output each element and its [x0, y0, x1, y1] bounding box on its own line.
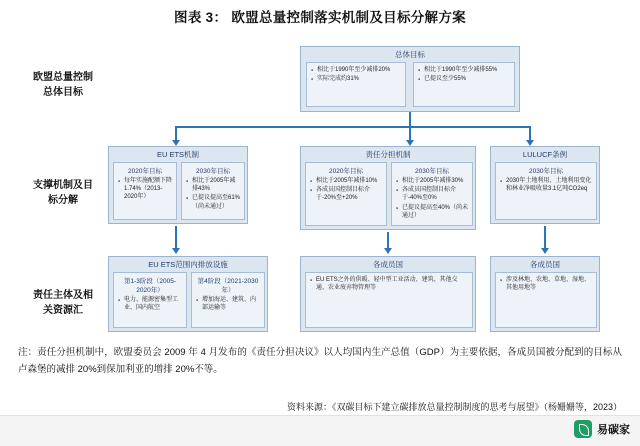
connector-bus-1 — [175, 126, 530, 128]
eu-ets-2030: 2030年目标 ● 相比于2005年减排43% ● 已提议提高至61%（尚未通过） — [181, 162, 245, 220]
brand-badge — [574, 420, 630, 438]
effort-sharing-2030: 2030年目标 ● 相比于2005年减排30% ● 各成员国控制目标介于-40%至0% ● 已提议提高至40%（尚未通过） — [391, 162, 473, 226]
lulucf-2030: 2030年目标 ● 2030年土地利用、土地利用变化和林业净吸收量3.1亿吨CO2eq — [495, 162, 597, 220]
ets-installations-header: EU ETS范围内排放设施 — [148, 260, 228, 269]
figure-title: 图表 3： 欧盟总量控制落实机制及目标分解方案 — [174, 10, 466, 25]
connector-drop-lulucf — [529, 126, 531, 140]
figure-source: 资料来源：《双碳目标下建立碳排放总量控制制度的思考与展望》（杨姗姗等，2023） — [286, 402, 622, 412]
footer-bar — [0, 415, 640, 446]
lulucf-header: LULUCF条例 — [522, 150, 568, 159]
leaf-icon — [574, 420, 592, 438]
connector-ets-to-entities — [175, 226, 177, 248]
row-label-mechanisms: 支撑机制及目 标分解 — [33, 180, 93, 206]
effort-sharing-2020: 2020年目标 ● 相比于2005年减排10% ● 各成员国控制目标介于-20%至+20% — [305, 162, 387, 226]
row-label-overall-target: 欧盟总量控制 总体目标 — [33, 72, 93, 98]
member-states-esd-header: 各成员国 — [373, 260, 403, 269]
connector-lulucf-to-members — [544, 226, 546, 248]
connector-drop-ets — [175, 126, 177, 140]
effort-sharing-box — [300, 146, 476, 230]
member-states-esd-box — [300, 256, 476, 332]
brand-name: 易碳家 — [597, 424, 630, 436]
effort-sharing-header: 责任分担机制 — [365, 150, 411, 159]
figure-note: 注：责任分担机制中，欧盟委员会 2009 年 4 月发布的《责任分担决议》以人均国内生产总值（GDP）为主要依据，各成员国被分配到的目标从卢森堡的减排 20%到保加利亚的增排 20%不等。 — [18, 347, 622, 375]
overall-target-2030: ● 相比于1990年至少减排55% ● 已提议至少55% — [413, 62, 515, 107]
eu-ets-box — [108, 146, 248, 224]
ets-phase-1-3: 第1-3阶段（2005-2020年） ● 电力、能源密集型工业、国内航空 — [113, 272, 187, 328]
member-states-esd-detail: ● EU ETS之外的供暖、轻中型工业活动、建筑、其他交通、农业废弃物管理等 — [305, 272, 473, 328]
arrow-head-members2 — [541, 248, 549, 254]
eu-ets-header: EU ETS机制 — [156, 150, 200, 159]
lulucf-box — [490, 146, 600, 224]
diagram-canvas — [0, 30, 640, 330]
ets-installations-box — [108, 256, 268, 332]
overall-target-header: 总体目标 — [395, 50, 425, 59]
connector-stem-1 — [409, 112, 411, 126]
overall-target-box — [300, 46, 520, 112]
member-states-lulucf-detail: ● 涉及林地、农地、草地、湿地、其他用地等 — [495, 272, 597, 328]
ets-phase-4: 第4阶段（2021-2030年） ● 增加海运、建筑、内部运输等 — [191, 272, 265, 328]
connector-drop-esd — [409, 126, 411, 140]
arrow-head-members — [384, 248, 392, 254]
eu-ets-2020: 2020年目标 ● 每年实施配额下降1.74%（2013-2020年） — [113, 162, 177, 220]
member-states-lulucf-header: 各成员国 — [530, 260, 560, 269]
row-label-responsible-parties: 责任主体及相 关资源汇 — [33, 290, 93, 316]
overall-target-2020: ● 相比于1990年至少减排20% ● 实际完成约31% — [306, 62, 406, 107]
connector-esd-to-members — [387, 232, 389, 248]
arrow-head-entities — [172, 248, 180, 254]
member-states-lulucf-box — [490, 256, 600, 332]
